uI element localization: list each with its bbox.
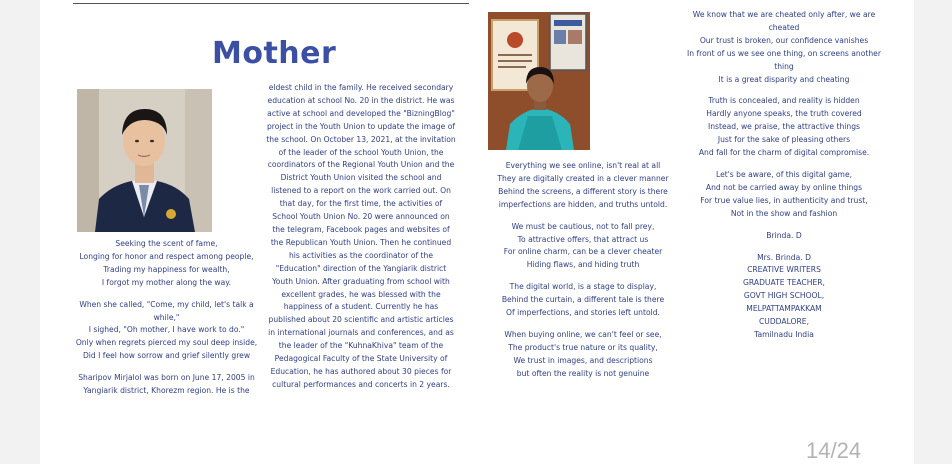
poem-line: They are digitally created in a clever manner: [497, 173, 669, 183]
poem-line: In front of us we see one thing, on screens another thing: [687, 48, 881, 71]
top-rule: [73, 3, 469, 4]
poem-line: Behind the curtain, a different tale is there: [501, 295, 665, 305]
author-line: MELPATTAMPAKKAM: [746, 304, 822, 314]
poem-line: The digital world, is a stage to display,: [509, 282, 657, 292]
poem-line: For true value lies, in authenticity and trust,: [700, 195, 868, 205]
poem-line: Hardly anyone speaks, the truth covered: [706, 109, 862, 119]
poem-line: When she called, "Come, my child, let's talk a while,": [79, 299, 254, 322]
poem-line: imperfections are hidden, and truths untold.: [498, 199, 668, 209]
author-line: Mrs. Brinda. D: [757, 252, 811, 262]
poem-line: Only when regrets pierced my soul deep inside,: [75, 338, 258, 348]
author-line: GOVT HIGH SCHOOL,: [743, 291, 825, 301]
poem-line: Longing for honor and respect among people,: [79, 251, 254, 261]
poem-line: Everything we see online, isn't real at all: [505, 161, 661, 170]
poem-intro-column: [74, 238, 259, 398]
poem-line: And not be carried away by online things: [705, 182, 863, 192]
poem-line: It is a great disparity and cheating: [718, 74, 850, 84]
poem-column-3: [684, 9, 884, 342]
bio-column: [266, 82, 456, 392]
poem-line: Behind the screens, a different story is there: [498, 186, 668, 196]
poem-line: Not in the show and fashion: [730, 208, 838, 218]
poem-line: but often the reality is not genuine: [516, 368, 650, 378]
author-line: Tamilnadu India: [754, 329, 814, 339]
poem-line: Of imperfections, and stories left untold.: [506, 308, 660, 318]
poem-line: Seeking the scent of fame,: [115, 239, 218, 248]
bio-paragraph: eldest child in the family. He received secondary education at school No. 20 in the district. He was active at school and developed the "BizningBlog" project in the Youth Union to update the image of the school. On October 13, 2021, at the invitation of the leader of the school Youth Union, the coordinators of the Regional Youth Union and the District Youth Union visited the school and listened to a report on the work carried out. On that day, for the first time, the activities of School Youth Union No. 20 were announced on the telegram, Facebook pages and websites of the Republican Youth Union. Then he continued his activities as the coordinator of the "Education" direction of the Yangiarik district Youth Union. After graduating from school with excellent grades, he was blessed with the happiness of a student. Currently he has published about 20 scientific and artistic articles in international journals and conferences, and as the leader of the "KuhnaKhiva" team of the Pedagogical Faculty of the State University of Education, he has authored about 30 pieces for cultural performances and concerts in 2 years.: [266, 83, 456, 389]
poem-line: For online charm, can be a clever cheater: [503, 247, 663, 257]
poem-line: We must be cautious, not to fall prey,: [511, 221, 655, 231]
poem-line: Trading my happiness for wealth,: [103, 264, 230, 274]
poem-line: I sighed, "Oh mother, I have work to do.": [88, 325, 245, 335]
author-line: CREATIVE WRITERS: [747, 265, 821, 275]
page-title: Mother: [212, 36, 337, 71]
poem-line: Our trust is broken, our confidence vanishes: [699, 35, 869, 45]
poem-line: Let's be aware, of this digital game,: [715, 169, 853, 179]
poem-line: Hiding flaws, and hiding truth: [526, 260, 640, 270]
poem-column-2: [488, 160, 678, 381]
author-line: GRADUATE TEACHER,: [743, 278, 825, 288]
author-line: CUDDALORE,: [758, 317, 810, 327]
poem-line: Just for the sake of pleasing others: [717, 135, 851, 145]
page-number: 14/24: [806, 438, 862, 463]
poem-line: Instead, we praise, the attractive things: [707, 122, 860, 132]
poem-line: When buying online, we can't feel or see,: [504, 329, 662, 339]
poem-line: I forgot my mother along the way.: [101, 277, 232, 287]
author-photo-man: [77, 89, 212, 232]
author-signature: Brinda. D: [766, 230, 802, 240]
poem-line: Truth is concealed, and reality is hidden: [708, 96, 860, 106]
poem-line: We trust in images, and descriptions: [513, 355, 653, 365]
poem-line: We know that we are cheated only after, we are cheated: [692, 10, 876, 32]
poem-line: The product's true nature or its quality,: [508, 342, 658, 352]
poem-line: To attractive offers, that attract us: [517, 234, 649, 244]
bio-paragraph-start: Sharipov Mirjalol was born on June 17, 2005 in Yangiarik district, Khorezm region. He is the: [78, 373, 255, 396]
poem-line: Did I feel how sorrow and grief silently grew: [82, 351, 251, 361]
author-photo-woman: [488, 12, 590, 150]
poem-line: And fall for the charm of digital compromise.: [698, 148, 870, 158]
